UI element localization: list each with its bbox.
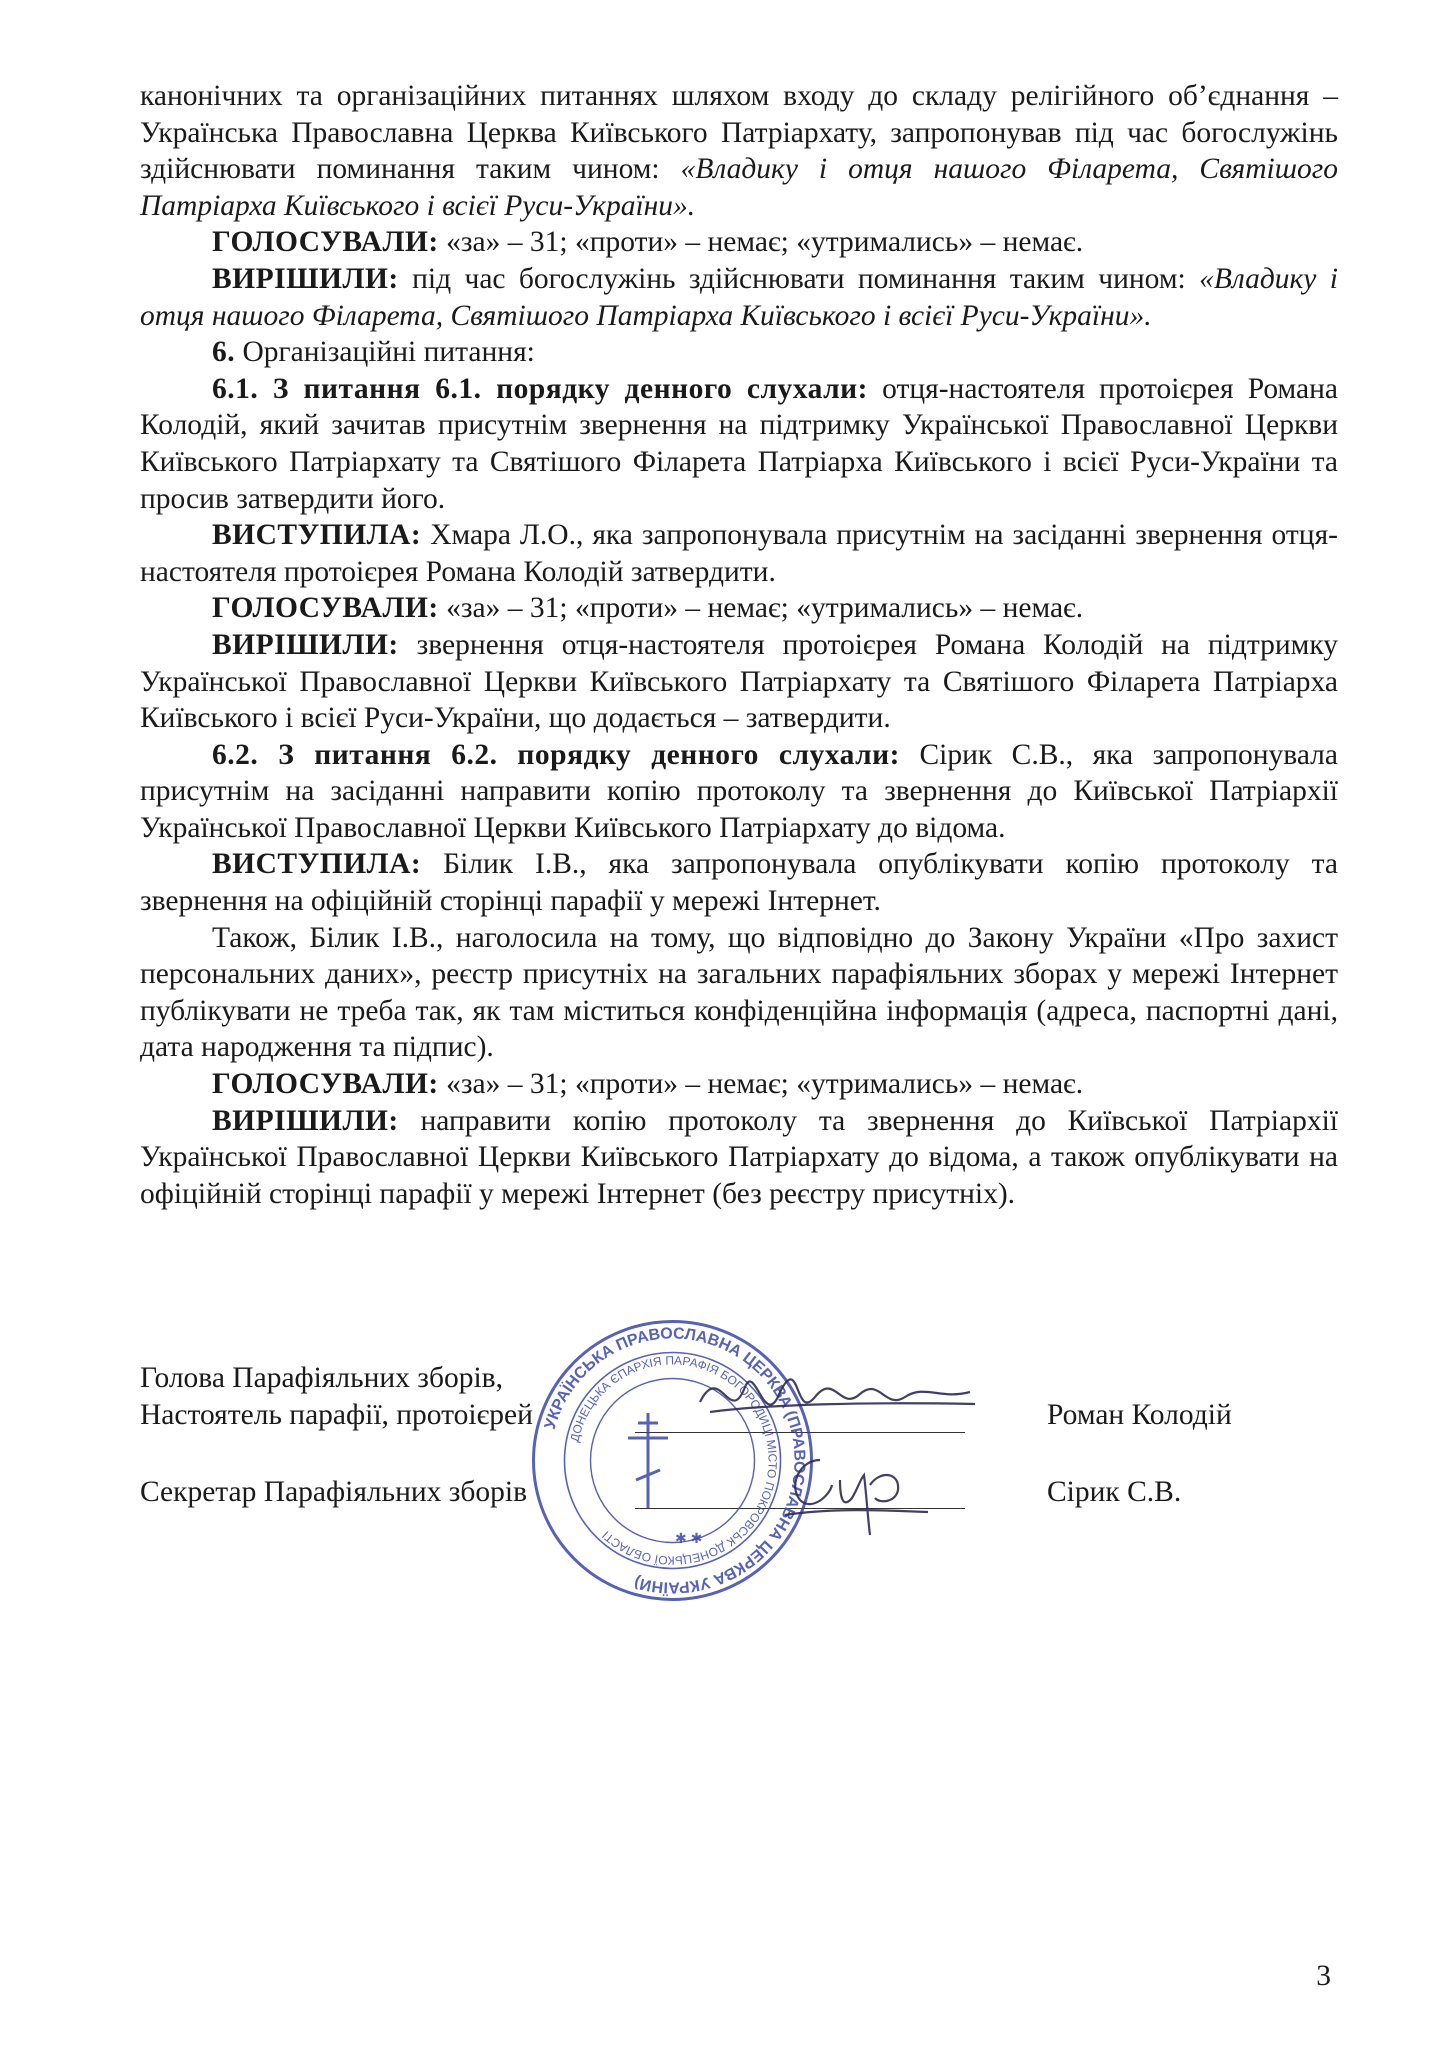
svg-text:✱ ✱: ✱ ✱ xyxy=(675,1530,703,1546)
paragraph-text: Хмара Л.О., яка запропонувала присутнім на засіданні звернення отця-настоятеля протоієрея Романа Колодій затвердити. xyxy=(140,519,1338,588)
chair-title-line-1: Голова Парафіяльних зборів, xyxy=(140,1362,503,1394)
svg-text:ДОНЕЦЬКА ЄПАРХІЯ ПАРАФІЯ БОГОР: ДОНЕЦЬКА ЄПАРХІЯ ПАРАФІЯ БОГОРОДИЦІ МІСТО ПОКРОВСЬК ДОНЕЦЬКОЇ ОБЛАСТІ xyxy=(567,1353,780,1568)
paragraph-label: ГОЛОСУВАЛИ: xyxy=(212,226,439,259)
paragraph xyxy=(140,846,1338,919)
paragraph-italic-text: «Владику і отця нашого Філарета, Святішого Патріарха Київського і всієї Руси-України». xyxy=(140,262,1338,332)
secretary-handwritten-signature xyxy=(780,1440,930,1540)
paragraph-label: ВИРІШИЛИ: xyxy=(212,1104,399,1137)
chair-name: Роман Колодій xyxy=(1047,1399,1232,1431)
paragraph-text: «за» – 31; «проти» – немає; «утримались» – немає. xyxy=(438,592,1084,625)
paragraph-label: ГОЛОСУВАЛИ: xyxy=(212,1068,439,1101)
paragraph xyxy=(140,261,1338,334)
paragraph-label: ВИСТУПИЛА: xyxy=(212,519,422,552)
secretary-title: Секретар Парафіяльних зборів xyxy=(140,1476,528,1508)
paragraph-text: звернення отця-настоятеля протоієрея Романа Колодій на підтримку Української Православної Церкви Київського Патріархату та Святішого Філарета Патріарха Київського і всієї Руси-України, що додається – затвердити. xyxy=(140,628,1338,735)
paragraph-text: Сірик С.В., яка запропонувала присутнім на засіданні направити копію протоколу та звернення до Київської Патріархії Української Православної Церкви Київського Патріархату до відома. xyxy=(140,738,1338,844)
document-body xyxy=(140,78,1338,1212)
svg-text:УКРАЇНСЬКА ПРАВОСЛАВНА ЦЕРКВА: УКРАЇНСЬКА ПРАВОСЛАВНА ЦЕРКВА (ПРАВОСЛАВНА ЦЕРКВА УКРАЇНИ) xyxy=(541,1325,808,1596)
paragraph xyxy=(140,590,1338,627)
paragraph-text: Також, Білик І.В., наголосила на тому, що відповідно до Закону України «Про захист персональних даних», реєстр присутніх на загальних парафіяльних зборах у мережі Інтернет публікувати не треба так, як там міститься конфіденційна інформація (адреса, паспортні дані, дата народження та підпис). xyxy=(140,921,1338,1064)
chair-handwritten-signature xyxy=(690,1342,980,1442)
paragraph-text: під час богослужінь здійснювати поминання таким чином: xyxy=(398,262,1200,295)
paragraph-text: канонічних та організаційних питаннях шляхом входу до складу релігійного об’єднання – Українська Православна Церква Київського Патріархату, запропонував під час богослужінь здійснювати поминання таким чином: xyxy=(140,80,1338,186)
orthodox-cross-icon xyxy=(628,1413,668,1508)
paragraph xyxy=(140,371,1338,517)
paragraph-text: «за» – 31; «проти» – немає; «утримались» – немає. xyxy=(438,226,1084,259)
page-number: 3 xyxy=(1316,1960,1331,1992)
paragraph-label: 6.1. З питання 6.1. порядку денного слухали: xyxy=(212,372,868,405)
paragraph-label: 6. xyxy=(212,336,236,369)
paragraph-text: Організаційні питання: xyxy=(235,336,535,369)
chair-title-line-2: Настоятель парафії, протоієрей xyxy=(140,1399,533,1431)
paragraph xyxy=(140,920,1338,1066)
paragraph-text: Білик І.В., яка запропонувала опублікувати копію протоколу та звернення на офіційній сторінці парафії у мережі Інтернет. xyxy=(140,848,1338,918)
paragraph-label: ВИСТУПИЛА: xyxy=(212,848,422,881)
paragraph xyxy=(140,224,1338,261)
paragraph xyxy=(140,334,1338,371)
paragraph-label: ВИРІШИЛИ: xyxy=(212,628,399,661)
paragraph-label: 6.2. З питання 6.2. порядку денного слухали: xyxy=(212,738,900,771)
paragraph xyxy=(140,517,1338,590)
paragraph-text: «за» – 31; «проти» – немає; «утримались» – немає. xyxy=(438,1068,1084,1101)
paragraph-text: направити копію протоколу та звернення до Київської Патріархії Української Православної Церкви Київського Патріархату до відома, а також опублікувати на офіційній сторінці парафії у мережі Інтернет (без реєстру присутніх). xyxy=(140,1104,1338,1210)
paragraph-label: ГОЛОСУВАЛИ: xyxy=(212,592,439,625)
paragraph xyxy=(140,737,1338,847)
paragraph-italic-text: «Владику і отця нашого Філарета, Святішого Патріарха Київського і всієї Руси-України». xyxy=(140,153,1339,222)
paragraph xyxy=(140,1103,1338,1213)
paragraph xyxy=(140,1066,1338,1103)
paragraph-label: ВИРІШИЛИ: xyxy=(212,262,399,295)
paragraph xyxy=(140,78,1338,224)
paragraph-text: отця-настоятеля протоієрея Романа Колодій, який зачитав присутнім звернення на підтримку Української Православної Церкви Київського Патріархату та Святішого Філарета Патріарха Київського і всієї Руси-України та просив затвердити його. xyxy=(140,372,1338,515)
secretary-name: Сірик С.В. xyxy=(1047,1476,1182,1508)
paragraph xyxy=(140,627,1338,737)
